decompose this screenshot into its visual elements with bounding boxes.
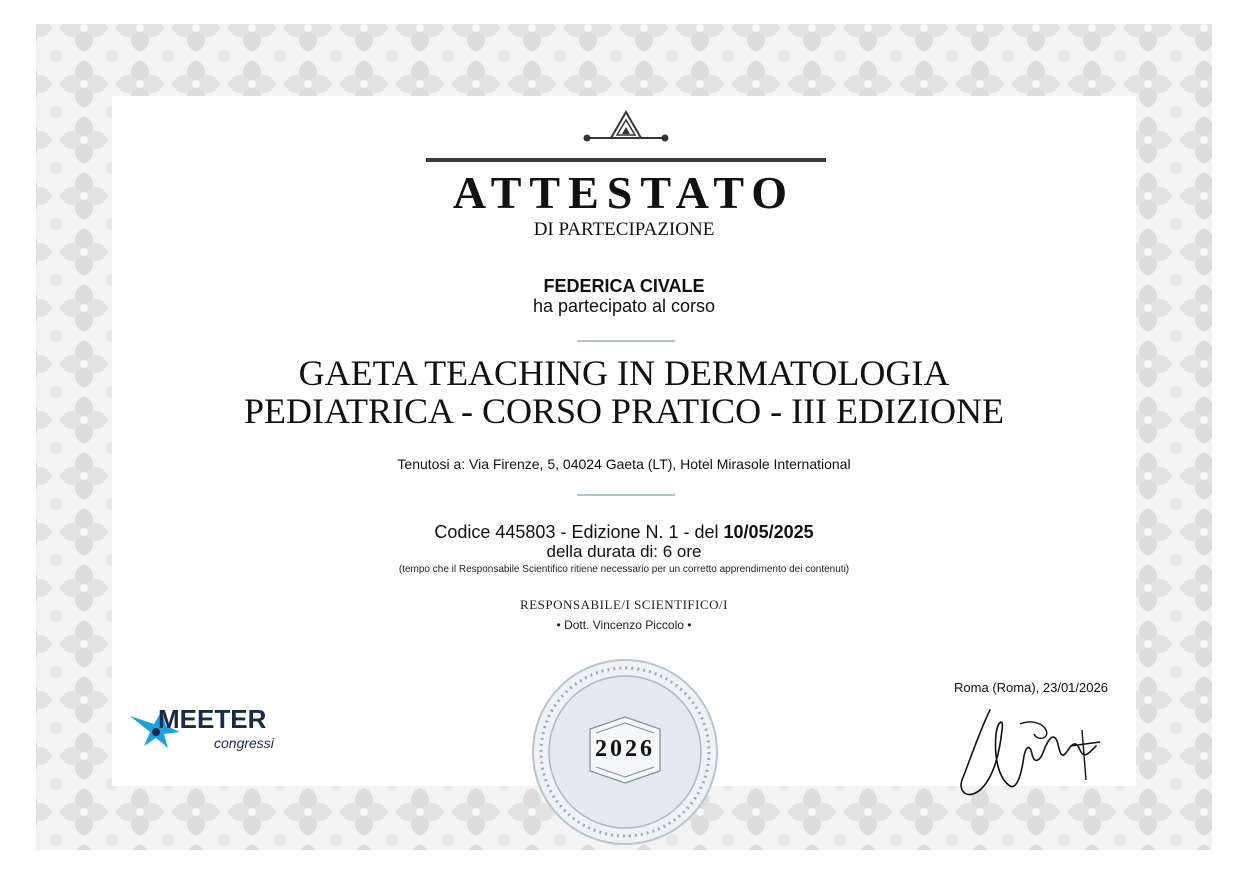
course-code	[0, 522, 1248, 543]
divider	[577, 494, 675, 496]
place-date: Roma (Roma), 23/01/2026	[954, 680, 1108, 695]
course-code-text: Codice 445803 - Edizione N. 1 - del	[434, 522, 724, 542]
certificate-title: ATTESTATO	[452, 167, 796, 218]
triangle-emblem-icon	[583, 108, 669, 148]
course-location: Tenutosi a: Via Firenze, 5, 04024 Gaeta (LT), Hotel Mirasole International	[397, 456, 851, 472]
logo-brand-main: MEETER	[158, 704, 267, 734]
participant-name: FEDERICA CIVALE	[543, 276, 705, 296]
seal-year: 2026	[595, 736, 655, 762]
logo-brand-sub: congressi	[214, 735, 274, 751]
divider	[577, 340, 675, 342]
scientific-responsible-label: RESPONSABILE/I SCIENTIFICO/I	[520, 597, 728, 612]
title-rule	[426, 158, 826, 162]
certificate-subtitle: DI PARTECIPAZIONE	[533, 219, 715, 240]
meeter-logo	[128, 704, 293, 754]
course-title-line2: PEDIATRICA - CORSO PRATICO - III EDIZIONE	[244, 391, 1004, 431]
participated-text: ha partecipato al corso	[532, 296, 716, 316]
scientific-responsible-name: • Dott. Vincenzo Piccolo •	[556, 618, 692, 632]
handwritten-signature	[950, 700, 1110, 810]
course-title	[0, 354, 1248, 430]
duration-note: (tempo che il Responsabile Scientifico ritiene necessario per un corretto apprendimento dei contenuti)	[398, 564, 850, 575]
course-date: 10/05/2025	[723, 522, 814, 542]
course-title-line1: GAETA TEACHING IN DERMATOLOGIA	[298, 353, 950, 393]
course-duration: della durata di: 6 ore	[546, 542, 702, 561]
